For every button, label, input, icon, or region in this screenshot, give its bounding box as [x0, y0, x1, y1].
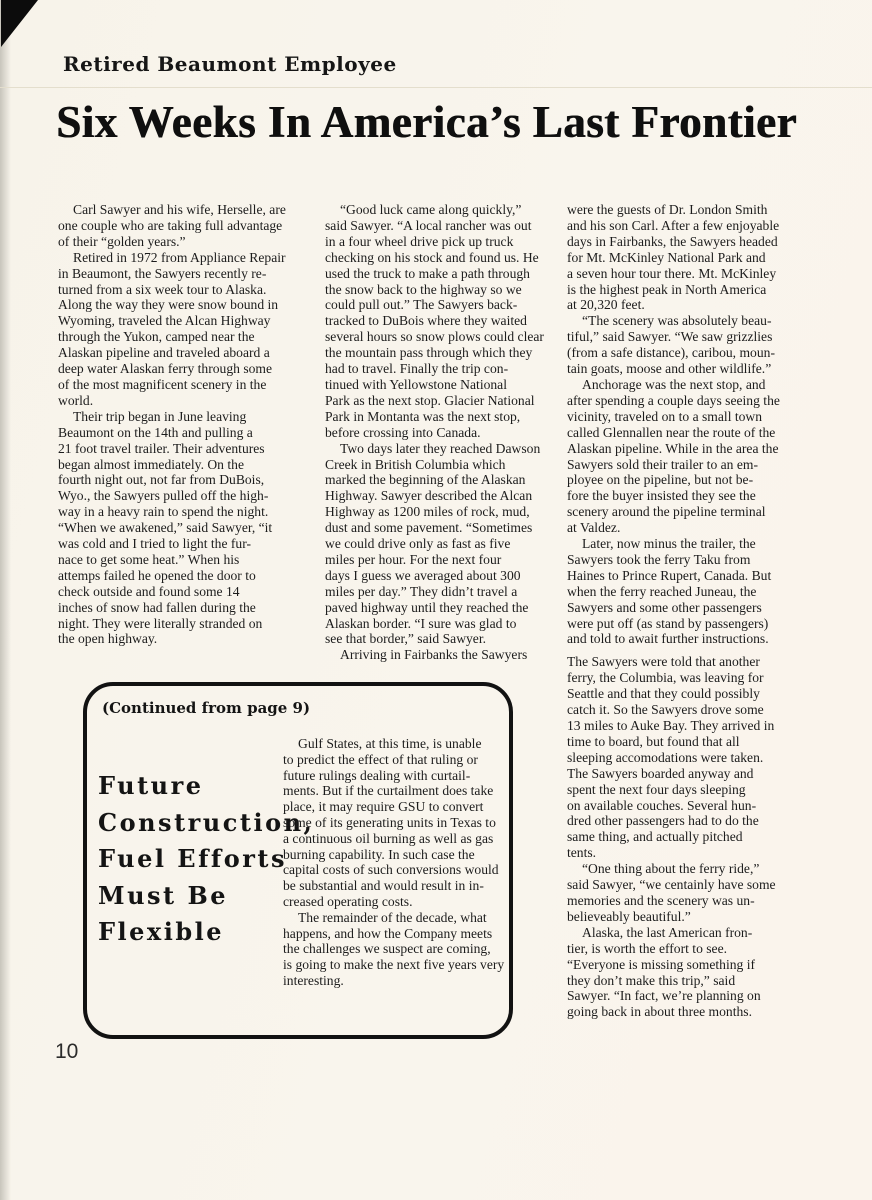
box-headline-line: Future [98, 771, 204, 800]
paragraph: “Good luck came along quickly,” said Sawyer. “A local rancher was out in a four wheel drive pick up truck checking on his stock and found us. He used the truck to make a path through the snow back to the highway so we could pull out.” The Sawyers back- tracked to DuBois where they waited several hours so snow plows could clear the mountain pass through which they had to travel. Finally the trip con- tinued with Yellowstone National Park as the next stop. Glacier National Park in Montanta was the next stop, before crossing into Canada. [325, 202, 544, 440]
paragraph: Alaska, the last American fron- tier, is worth the effort to see. “Everyone is missing something if they don’t make this trip,” said Sawyer. “In fact, we’re planning on going back in about three months. [567, 924, 761, 1020]
box-headline-line: Fuel Efforts [98, 844, 287, 873]
paragraph: “One thing about the ferry ride,” said Sawyer, “we centainly have some memories and the scenery was un- believeably beautiful.” [567, 861, 776, 924]
paragraph: Later, now minus the trailer, the Sawyers took the ferry Taku from Haines to Prince Rupert, Canada. But when the ferry reached Juneau, the Sawyers and some other passengers were put off (as stand by passengers) and told to await further instructions. [567, 536, 772, 647]
page-number: 10 [55, 1040, 79, 1063]
paragraph: Retired in 1972 from Appliance Repair in Beaumont, the Sawyers recently re- turned from a six week tour to Alaska. Along the way they were snow bound in Wyoming, traveled the Alcan Highway through the Yukon, camped near the Alaskan pipeline and traveled aboard a deep water Alaskan ferry through some of the most magnificent scenery in the world. [58, 249, 286, 408]
paragraph: The Sawyers were told that another ferry, the Columbia, was leaving for Seattle and that they could possibly catch it. So the Sawyers drove some 13 miles to Auke Bay. They arrived in time to board, but found that all sleeping accomodations were taken. The Sawyers boarded anyway and spent the next four days sleeping on available couches. Several hun- dred other passengers had to do the same thing, and actually pitched tents. [567, 654, 775, 861]
box-body-text [283, 736, 515, 989]
box-headline-line: Construction, [98, 807, 315, 837]
article-column-2 [325, 202, 579, 663]
paragraph: Arriving in Fairbanks the Sawyers [340, 647, 528, 663]
corner-triangle-mark [1, 0, 38, 47]
paragraph: The remainder of the decade, what happens, and how the Company meets the challenges we suspect are coming, is going to make the next five years very interesting. [283, 909, 505, 988]
box-headline-line: Must Be [98, 880, 229, 910]
article-kicker: Retired Beaumont Employee [63, 52, 397, 76]
paragraph: “The scenery was absolutely beau- tiful,” said Sawyer. “We saw grizzlies (from a safe distance), caribou, moun- tain goats, moose and other wildlife.” [567, 313, 775, 377]
paragraph: Gulf States, at this time, is unable to predict the effect of that ruling or future rulings dealing with curtail- ments. But if the curtailment does take place, it may require GSU to convert some of its generating units in Texas to a continuous oil burning as well as gas burning capability. In such case the capital costs of such conversions would be substantial and would result in in- creased operating costs. [283, 736, 499, 909]
page-left-scan-edge [0, 0, 11, 1200]
article-column-1 [58, 202, 316, 647]
paragraph: were the guests of Dr. London Smith and his son Carl. After a few enjoyable days in Fairbanks, the Sawyers headed for Mt. McKinley National Park and a seven hour tour there. Mt. McKinley is the highest peak in North America at 20,320 feet. [567, 202, 780, 313]
paragraph: Their trip began in June leaving Beaumont on the 14th and pulling a 21 foot travel trailer. Their adventures began almost immediately. On the fourth night out, not far from DuBois, Wyo., the Sawyers pulled off the high- way in a heavy rain to spend the night. “When we awakened,” said Sawyer, “it was cold and I tried to light the fur- nace to get some heat.” When his attemps failed he opened the door to check outside and found some 14 inches of snow had fallen during the night. They were literally stranded on the open highway. [58, 408, 273, 647]
paragraph: Anchorage was the next stop, and after spending a couple days seeing the vicinity, traveled on to a small town called Glennallen near the route of the Alaskan pipeline. While in the area the Sawyers sold their trailer to an em- ployee on the pipeline, but not be- fore the buyer insisted they see the scenery around the pipeline terminal at Valdez. [567, 376, 780, 536]
box-headline [98, 768, 314, 951]
article-headline: Six Weeks In America’s Last Frontier [56, 97, 797, 147]
paragraph: Two days later they reached Dawson Creek in British Columbia which marked the beginning of the Alaskan Highway. Sawyer described the Alcan Highway as 1200 miles of rock, mud, dust and some pavement. “Sometimes we could drive only as fast as five miles per hour. For the next four days I guess we averaged about 300 miles per day.” They didn’t travel a paved highway until they reached the Alaskan border. “I sure was glad to see that border,” said Sawyer. [325, 440, 541, 647]
divider-rule [0, 87, 872, 88]
box-headline-line: Flexible [98, 917, 225, 946]
continued-story-box [83, 682, 513, 1039]
continued-from-label: (Continued from page 9) [102, 699, 311, 717]
paragraph: Carl Sawyer and his wife, Herselle, are one couple who are taking full advantage of their “golden years.” [58, 202, 286, 249]
article-column-3 [567, 202, 823, 1020]
